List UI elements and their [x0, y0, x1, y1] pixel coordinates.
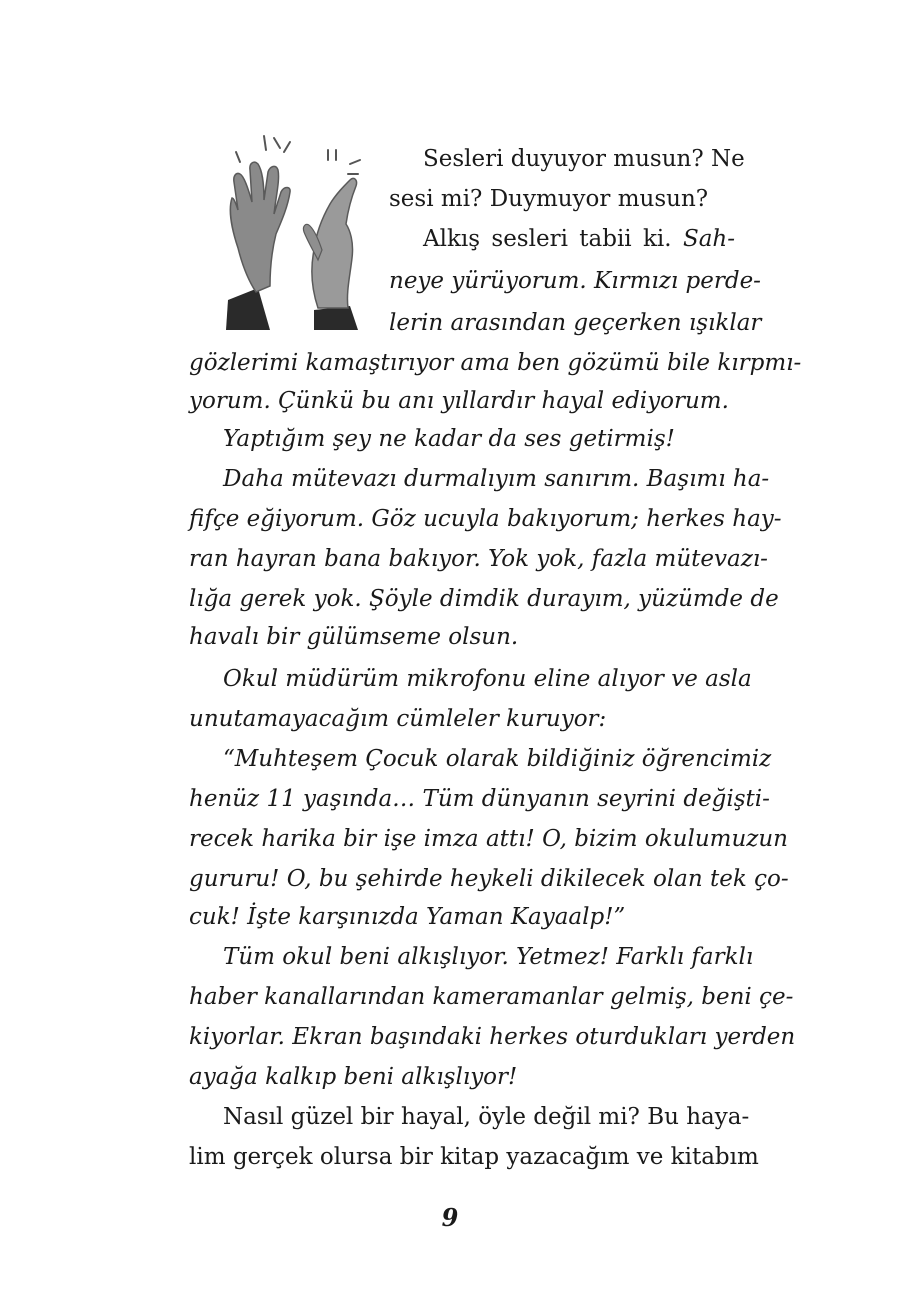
text-line: Daha mütevazı durmalıyım sanırım. Başımı ha- — [223, 466, 770, 492]
text-line: ran hayran bana bakıyor. Yok yok, fazla mütevazı- — [189, 546, 768, 572]
text-line: yorum. Çünkü bu anı yıllardır hayal ediyorum. — [189, 388, 729, 414]
text-line: lığa gerek yok. Şöyle dimdik durayım, yüzümde de — [189, 586, 779, 612]
text-line: ayağa kalkıp beni alkışlıyor! — [189, 1064, 518, 1090]
text-line: cuk! İşte karşınızda Yaman Kayaalp!” — [189, 904, 626, 930]
text-line: Tüm okul beni alkışlıyor. Yetmez! Farklı farklı — [223, 944, 754, 970]
text-span-italic: Sah- — [682, 226, 736, 252]
text-span: Alkış sesleri tabii ki. — [423, 226, 672, 252]
text-line: Okul müdürüm mikrofonu eline alıyor ve asla — [223, 666, 752, 692]
page-number: 9 — [441, 1203, 459, 1232]
text-line — [389, 220, 735, 258]
text-line: lerin arasından geçerken ışıklar — [389, 310, 762, 336]
text-line: fifçe eğiyorum. Göz ucuyla bakıyorum; herkes hay- — [189, 506, 782, 532]
text-line: kiyorlar. Ekran başındaki herkes oturdukları yerden — [189, 1024, 796, 1050]
text-line: henüz 11 yaşında… Tüm dünyanın seyrini değişti- — [189, 786, 770, 812]
text-line: unutamayacağım cümleler kuruyor: — [189, 706, 607, 732]
text-line: Sesleri duyuyor musun? Ne — [423, 146, 745, 172]
text-line: “Muhteşem Çocuk olarak bildiğiniz öğrencimiz — [223, 746, 772, 772]
text-line: recek harika bir işe imza attı! O, bizim okulumuzun — [189, 826, 788, 852]
text-line: neye yürüyorum. Kırmızı perde- — [389, 268, 761, 294]
text-line: lim gerçek olursa bir kitap yazacağım ve kitabım — [189, 1144, 759, 1170]
text-line: Yaptığım şey ne kadar da ses getirmiş! — [223, 426, 675, 452]
text-line: sesi mi? Duymuyor musun? — [389, 186, 709, 212]
text-line: Nasıl güzel bir hayal, öyle değil mi? Bu haya- — [223, 1104, 750, 1130]
text-line: gözlerimi kamaştırıyor ama ben gözümü bile kırpmı- — [189, 350, 802, 376]
text-line: gururu! O, bu şehirde heykeli dikilecek olan tek ço- — [189, 866, 789, 892]
text-line: haber kanallarından kameramanlar gelmiş, beni çe- — [189, 984, 794, 1010]
text-line: havalı bir gülümseme olsun. — [189, 624, 519, 650]
clapping-hands-illustration — [218, 130, 370, 330]
